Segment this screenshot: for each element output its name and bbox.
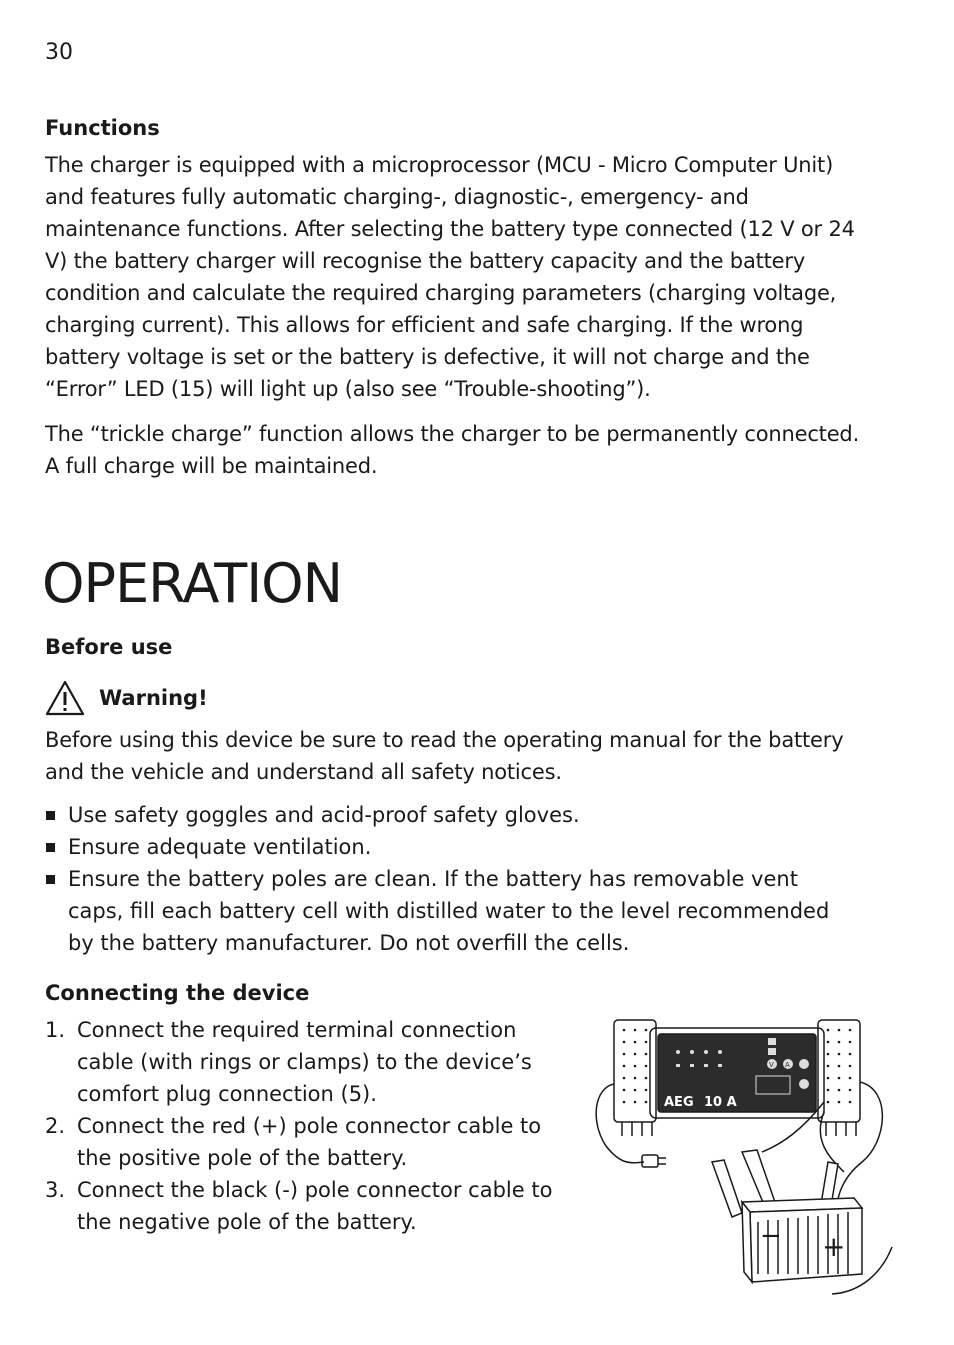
mains-cable: [596, 1084, 644, 1163]
list-item: [45, 1174, 565, 1238]
step-text: Connect the required terminal connection cable (with rings or clamps) to the device’s comfort plug connection (5).: [77, 1018, 532, 1106]
rating-label: 10 A: [704, 1095, 737, 1110]
step-number: 1.: [45, 1018, 66, 1042]
battery-side: [742, 1202, 752, 1282]
list-item: Use safety goggles and acid-proof safety gloves.: [45, 799, 845, 831]
safety-bullet-list: [45, 799, 845, 959]
functions-heading: Functions: [45, 116, 160, 140]
battery-plus-sign: +: [822, 1230, 846, 1263]
brand-logo: AEG: [664, 1095, 694, 1110]
warning-text: Before using this device be sure to read the operating manual for the battery and the vehicle and understand all safety notices.: [45, 728, 844, 784]
button-a: A: [785, 1061, 790, 1069]
step-number: 3.: [45, 1178, 66, 1202]
battery-minus-sign: −: [760, 1221, 782, 1251]
list-item: Ensure adequate ventilation.: [45, 831, 845, 863]
step-text: Connect the red (+) pole connector cable to the positive pole of the battery.: [77, 1114, 542, 1170]
operation-title: OPERATION: [42, 552, 343, 615]
before-use-heading: Before use: [45, 635, 173, 659]
step-text: Connect the black (-) pole connector cable to the negative pole of the battery.: [77, 1178, 553, 1234]
connecting-heading: Connecting the device: [45, 981, 310, 1005]
plug-icon: [642, 1155, 658, 1167]
functions-paragraph-1: The charger is equipped with a microprocessor (MCU - Micro Computer Unit) and features fully automatic charging-, diagnostic-, emergency- and maintenance functions. After selecting the battery type connected (12 V or 24 V) the battery charger will recognise the battery capacity and the battery condition and calculate the required charging parameters (charging voltage, charging current). This allows for efficient and safe charging. If the wrong battery voltage is set or the battery is defective, it will not charge and the “Error” LED (15) will light up (also see “Trouble-shooting”).: [45, 153, 855, 401]
list-item: Ensure the battery poles are clean. If the battery has removable vent caps, fill each battery cell with distilled water to the level recommended by the battery manufacturer. Do not overfill the cells.: [45, 863, 845, 959]
warning-triangle-icon: [45, 680, 85, 716]
warning-row: [45, 678, 208, 718]
connecting-steps-list: [45, 1014, 565, 1238]
warning-label: Warning!: [99, 686, 208, 710]
black-clamp: [712, 1160, 742, 1217]
step-number: 2.: [45, 1114, 66, 1138]
charger-battery-illustration: [592, 1012, 897, 1302]
functions-paragraph-2: The “trickle charge” function allows the charger to be permanently connected. A full charge will be maintained.: [45, 422, 860, 478]
page-number: 30: [45, 40, 73, 65]
button-v: V: [769, 1061, 774, 1069]
list-item: [45, 1110, 565, 1174]
list-item: [45, 1014, 565, 1110]
